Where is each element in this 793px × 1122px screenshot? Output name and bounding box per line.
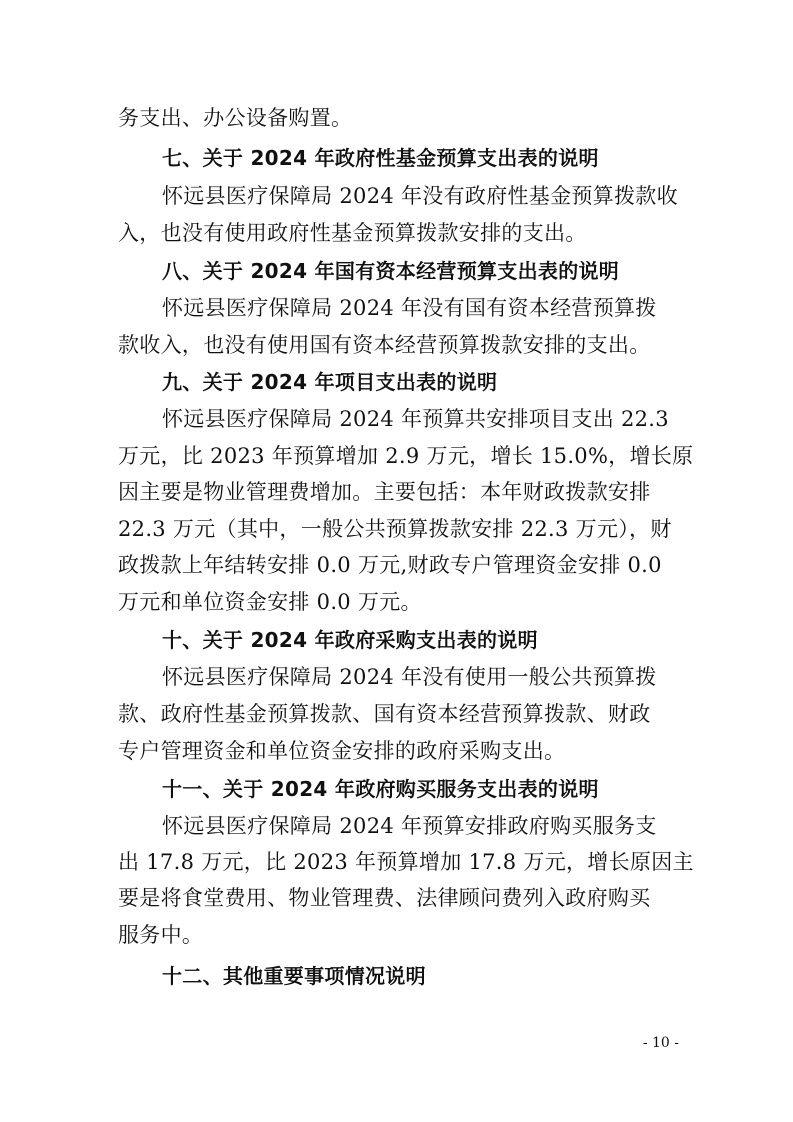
paragraph-line: 要是将食堂费用、物业管理费、法律顾问费列入政府购买 xyxy=(118,886,651,910)
paragraph-line: 怀远县医疗保障局 2024 年预算共安排项目支出 22.3 xyxy=(162,407,669,431)
paragraph-line: 政拨款上年结转安排 0.0 万元,财政专户管理资金安排 0.0 xyxy=(118,553,662,577)
page-number: - 10 - xyxy=(642,1035,679,1051)
paragraph-line: 22.3 万元（其中，一般公共预算拨款安排 22.3 万元），财 xyxy=(118,517,672,541)
paragraph-line: 专户管理资金和单位资金安排的政府采购支出。 xyxy=(118,739,566,763)
paragraph-line: 务支出、办公设备购置。 xyxy=(118,106,353,130)
paragraph-line: 入，也没有使用政府性基金预算拨款安排的支出。 xyxy=(118,221,587,245)
paragraph-line: 因主要是物业管理费增加。主要包括：本年财政拨款安排 xyxy=(118,480,651,504)
paragraph-line: 款收入，也没有使用国有资本经营预算拨款安排的支出。 xyxy=(118,333,651,357)
section-heading-7: 七、关于 2024 年政府性基金预算支出表的说明 xyxy=(162,146,599,170)
paragraph-line: 出 17.8 万元，比 2023 年预算增加 17.8 万元，增长原因主 xyxy=(118,850,694,874)
section-heading-10: 十、关于 2024 年政府采购支出表的说明 xyxy=(162,628,538,652)
paragraph-line: 怀远县医疗保障局 2024 年没有使用一般公共预算拨 xyxy=(162,665,657,689)
paragraph-line: 款、政府性基金预算拨款、国有资本经营预算拨款、财政 xyxy=(118,702,651,726)
section-heading-8: 八、关于 2024 年国有资本经营预算支出表的说明 xyxy=(162,259,620,283)
paragraph-line: 怀远县医疗保障局 2024 年没有国有资本经营预算拨 xyxy=(162,296,657,320)
paragraph-line: 万元，比 2023 年预算增加 2.9 万元，增长 15.0%，增长原 xyxy=(118,444,694,468)
section-heading-9: 九、关于 2024 年项目支出表的说明 xyxy=(162,370,498,394)
paragraph-line: 服务中。 xyxy=(118,923,204,947)
paragraph-line: 怀远县医疗保障局 2024 年预算安排政府购买服务支 xyxy=(162,814,657,838)
section-heading-12: 十二、其他重要事项情况说明 xyxy=(162,964,426,988)
paragraph-line: 怀远县医疗保障局 2024 年没有政府性基金预算拨款收 xyxy=(162,184,678,208)
section-heading-11: 十一、关于 2024 年政府购买服务支出表的说明 xyxy=(162,777,599,801)
paragraph-line: 万元和单位资金安排 0.0 万元。 xyxy=(118,590,422,614)
